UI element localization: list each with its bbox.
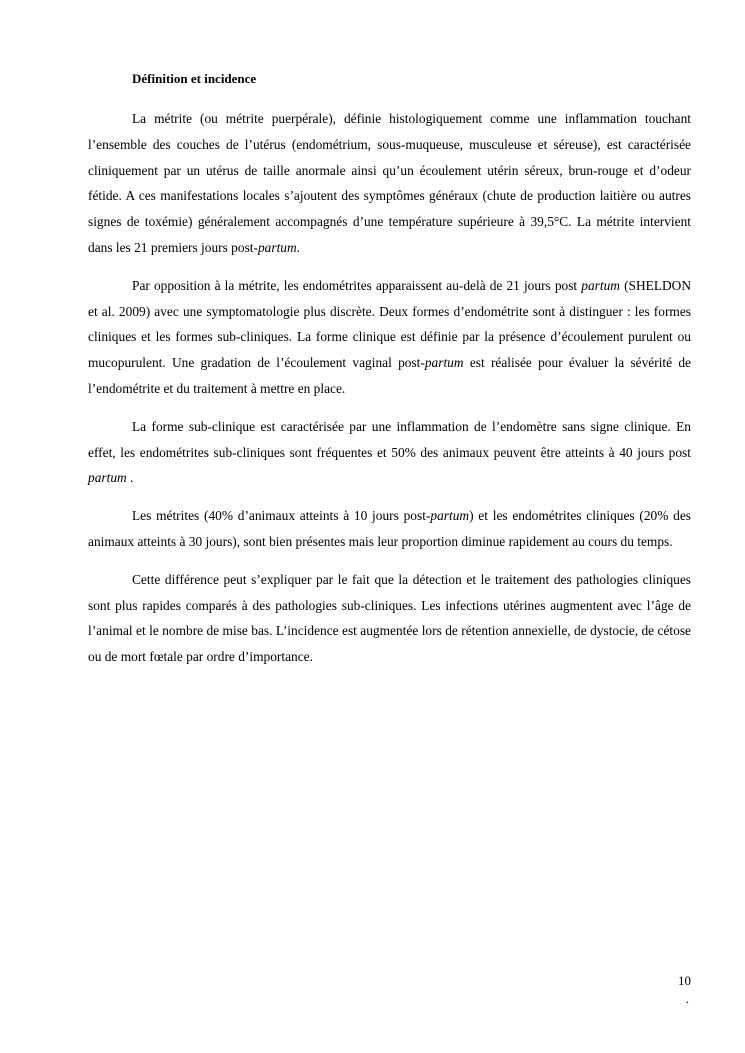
text-run: Par opposition à la métrite, les endométrites apparaissent au-delà de 21 jours post [132,277,582,293]
text-run: est réalisée pour évaluer la sévérité de l’endométrite et du traitement à mettre en place. [88,355,691,396]
text-run: . [296,239,301,255]
text-run: La forme sub-clinique est caractérisée par une inflammation de l’endomètre sans signe clinique. En effet, les endométrites sub-cliniques sont fréquentes et 50% des animaux peuvent être atteints à 40 jours post [88,418,691,460]
text-run: Cette différence peut s’expliquer par le fait que la détection et le traitement des pathologies cliniques sont plus rapides comparés à des pathologies sub-cliniques. Les infections utérines augmentent avec l’âge de l’animal et le nombre de mise bas. L’incidence est augmentée lors de rétention annexielle, de dystocie, de cétose ou de mort fœtale par ordre d’importance. [88,571,691,665]
text-run: ) et les endométrites cliniques (20% des animaux atteints à 30 jours), sont bien présentes mais leur proportion diminue rapidement au cours du temps. [88,508,691,549]
italic-term: partum [581,277,620,293]
text-run: . [126,470,134,486]
section-heading: Définition et incidence [132,71,257,86]
page-number: 10 [678,973,691,988]
paragraph-sub-clinique [88,414,691,491]
text-run: Les métrites (40% d’animaux atteints à 10 jours post- [132,508,431,524]
body-text [88,106,691,682]
page-footer-mark: . [685,991,689,1006]
paragraph-metrite-definition [88,106,691,261]
italic-term: partum [424,355,464,371]
italic-term: partum [430,508,470,524]
paragraph-difference [88,567,691,670]
italic-term: partum [257,239,297,255]
text-run: La métrite (ou métrite puerpérale), définie histologiquement comme une inflammation touchant l’ensemble des couches de l’utérus (endométrium, sous-muqueuse, musculeuse et séreuse), est caractérisée cliniquement par un utérus de taille anormale ainsi qu’un écoulement utérin séreux, brun-rouge et d’odeur fétide. A ces manifestations locales s’ajoutent des symptômes généraux (chute de production laitière ou autres signes de toxémie) généralement accompagnés d’une température supérieure à 39,5°C. La métrite intervient dans les 21 premiers jours post- [88,111,691,255]
paragraph-endometrite [88,273,691,402]
paragraph-proportions [88,503,691,555]
text-run: (SHELDON et al. 2009) avec une symptomatologie plus discrète. Deux formes d’endométrite sont à distinguer : les formes cliniques et les formes sub-cliniques. La forme clinique est définie par la présence d’écoulement purulent ou mucopurulent. Une gradation de l’écoulement vaginal post- [88,277,692,371]
italic-term: partum [88,470,127,486]
